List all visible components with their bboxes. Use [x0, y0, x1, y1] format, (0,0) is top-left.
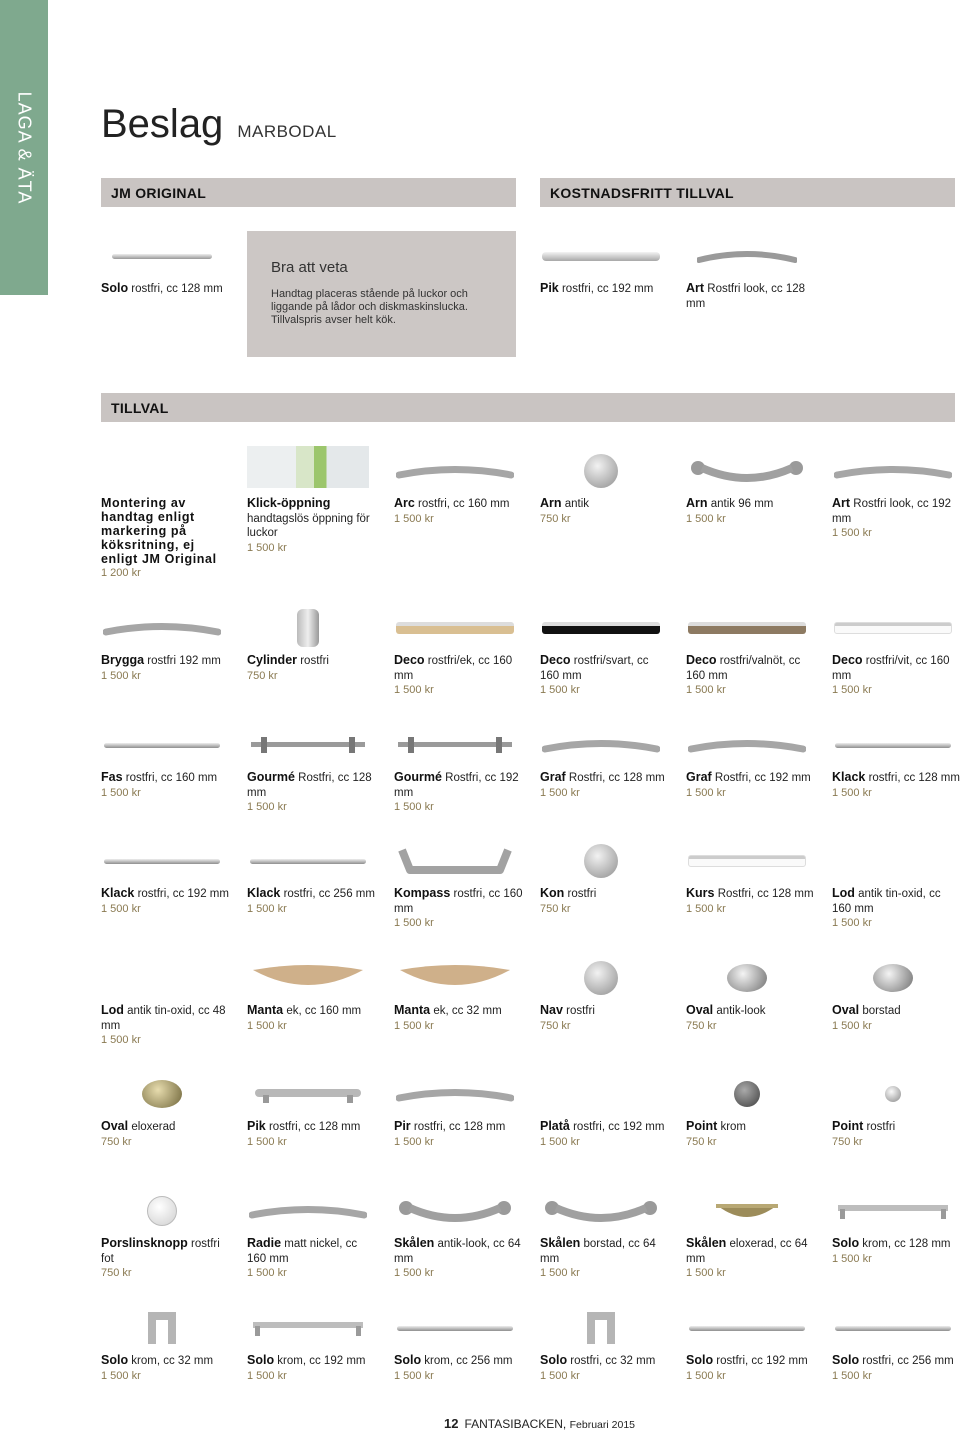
product-item [101, 1119, 231, 1149]
page-number: 12 [444, 1416, 459, 1430]
knob-icon [540, 454, 662, 488]
arch-handle-icon [247, 1194, 369, 1228]
product-name: Platå rostfri, cc 192 mm [540, 1119, 665, 1133]
product-price: 1 500 kr [394, 1267, 434, 1279]
product-item [686, 770, 816, 800]
product-item [686, 496, 816, 526]
oval-brass-icon [101, 1077, 223, 1111]
product-item [247, 770, 377, 814]
product-item [540, 1236, 670, 1280]
arch-handle-icon [686, 728, 808, 762]
product-price: 1 500 kr [832, 1019, 872, 1032]
info-box [247, 231, 516, 357]
product-name: Art Rostfri look, cc 192 mm [832, 496, 952, 525]
bar-black-icon [540, 611, 662, 645]
product-name: Oval antik-look [686, 1003, 766, 1017]
product-name: Nav rostfri [540, 1003, 595, 1017]
product-price: 750 kr [101, 1135, 132, 1148]
product-item [686, 1236, 816, 1280]
page-title [101, 102, 337, 147]
product-item [394, 653, 524, 697]
product-price: 1 500 kr [540, 1135, 580, 1148]
product-name: Kurs Rostfri, cc 128 mm [686, 886, 814, 900]
product-item [394, 886, 524, 930]
product-item [101, 281, 231, 297]
product-price: 1 500 kr [247, 541, 287, 554]
handle-icon [540, 239, 662, 273]
product-name: Arn antik 96 mm [686, 496, 774, 510]
product-name: Lod antik tin-oxid, cc 48 mm [101, 1003, 226, 1032]
product-item [101, 1236, 231, 1280]
product-price: 1 500 kr [247, 1267, 287, 1279]
product-item [101, 496, 231, 580]
arch-handle-icon [101, 611, 223, 645]
cup-handle-icon [394, 1194, 516, 1228]
product-price: 1 500 kr [101, 1034, 141, 1046]
product-name: Art Rostfri look, cc 128 mm [686, 281, 806, 310]
product-price: 750 kr [540, 902, 571, 915]
oval-knob-icon [832, 961, 954, 995]
product-name: Arn antik [540, 496, 590, 510]
bar-icon [101, 844, 223, 878]
cup-handle-icon [540, 1194, 662, 1228]
product-item [832, 1353, 960, 1383]
product-item [101, 1353, 231, 1383]
product-name: Graf Rostfri, cc 192 mm [686, 770, 811, 784]
product-price: 750 kr [540, 512, 571, 525]
product-price: 1 500 kr [394, 917, 434, 929]
product-item [686, 886, 816, 916]
product-price: 1 500 kr [540, 786, 580, 799]
arch-handle-icon [832, 454, 954, 488]
product-item [394, 770, 524, 814]
product-item [540, 653, 670, 697]
product-item [832, 1119, 960, 1149]
solo-small-icon [540, 1311, 662, 1345]
solo-icon [247, 1311, 369, 1345]
product-name: Klack rostfri, cc 192 mm [101, 886, 229, 900]
product-item [832, 1003, 960, 1033]
product-price: 750 kr [686, 1135, 717, 1148]
product-price: 1 500 kr [394, 1369, 434, 1382]
product-item [540, 1003, 670, 1033]
product-price: 1 500 kr [394, 512, 434, 525]
product-price: 1 500 kr [832, 684, 872, 696]
product-item [540, 281, 670, 297]
product-name: Gourmé Rostfri, cc 192 mm [394, 770, 519, 799]
product-price: 1 200 kr [101, 567, 141, 579]
bar-icon [247, 844, 369, 878]
bar-icon [394, 1311, 516, 1345]
product-name: Solo krom, cc 128 mm [832, 1236, 951, 1250]
side-tab-label: LAGA & ÄTA [14, 91, 35, 205]
pik-icon [247, 1077, 369, 1111]
product-name: Arc rostfri, cc 160 mm [394, 496, 510, 510]
product-price: 750 kr [686, 1019, 717, 1032]
product-price: 1 500 kr [540, 684, 580, 696]
product-name: Klack rostfri, cc 256 mm [247, 886, 375, 900]
page-footer [444, 1416, 635, 1430]
product-item [247, 1353, 377, 1383]
product-item [832, 653, 960, 697]
product-item [394, 496, 524, 526]
product-price: 1 500 kr [686, 1369, 726, 1382]
bar-walnut-icon [686, 611, 808, 645]
bar-white-icon [832, 611, 954, 645]
product-item [686, 281, 816, 311]
product-name: Gourmé Rostfri, cc 128 mm [247, 770, 372, 799]
product-name: Manta ek, cc 32 mm [394, 1003, 502, 1017]
product-name: Solo rostfri, cc 192 mm [686, 1353, 808, 1367]
knob-icon [540, 844, 662, 878]
product-name: Deco rostfri/svart, cc 160 mm [540, 653, 649, 682]
product-item [101, 653, 231, 683]
info-box-heading: Bra att veta [271, 259, 348, 276]
product-name: Brygga rostfri 192 mm [101, 653, 221, 667]
page-title-main: Beslag [101, 102, 224, 146]
porcelain-icon [101, 1194, 223, 1228]
u-handle-icon [394, 844, 516, 878]
footer-date: Februari 2015 [569, 1419, 635, 1430]
product-name: Montering av handtag enligt markering på köksritning, ej enligt JM Original [101, 496, 217, 566]
product-price: 1 500 kr [394, 801, 434, 813]
product-item [247, 886, 377, 916]
kitchen-photo-icon [247, 454, 369, 488]
product-price: 1 500 kr [101, 669, 141, 682]
product-name: Oval eloxerad [101, 1119, 176, 1133]
point-icon [832, 1077, 954, 1111]
product-name: Porslinsknopp rostfri fot [101, 1236, 220, 1265]
product-item [247, 1236, 377, 1280]
product-price: 1 500 kr [686, 684, 726, 696]
product-price: 1 500 kr [540, 1369, 580, 1382]
cup-handle-icon [686, 454, 808, 488]
product-name: Pik rostfri, cc 192 mm [540, 281, 654, 295]
product-item [394, 1353, 524, 1383]
product-price: 1 500 kr [247, 1019, 287, 1032]
product-name: Solo krom, cc 192 mm [247, 1353, 366, 1367]
cup-brass-icon [686, 1194, 808, 1228]
product-name: Pik rostfri, cc 128 mm [247, 1119, 361, 1133]
bar-icon [101, 728, 223, 762]
product-item [101, 1003, 231, 1047]
oak-shell-icon [247, 961, 369, 995]
oval-knob-icon [686, 961, 808, 995]
product-price: 1 500 kr [686, 512, 726, 525]
product-name: Solo rostfri, cc 32 mm [540, 1353, 656, 1367]
section-header-kostnadsfritt: KOSTNADSFRITT TILLVAL [540, 178, 955, 207]
product-price: 1 500 kr [394, 684, 434, 696]
bar-icon [832, 1311, 954, 1345]
product-name: Point krom [686, 1119, 747, 1133]
product-price: 1 500 kr [686, 902, 726, 915]
product-name: Lod antik tin-oxid, cc 160 mm [832, 886, 941, 915]
product-name: Klack rostfri, cc 128 mm [832, 770, 960, 784]
product-item [686, 1353, 816, 1383]
product-item [247, 1119, 377, 1149]
product-name: Graf Rostfri, cc 128 mm [540, 770, 665, 784]
product-price: 750 kr [247, 669, 278, 682]
product-name: Deco rostfri/vit, cc 160 mm [832, 653, 950, 682]
info-box-body: Handtag placeras stående på luckor och liggande på lådor och diskmaskinslucka. Tillvalspris avser helt kök. [271, 288, 468, 326]
bar-white-icon [686, 844, 808, 878]
product-name: Skålen antik-look, cc 64 mm [394, 1236, 521, 1265]
product-item [101, 886, 231, 916]
product-price: 1 500 kr [101, 1369, 141, 1382]
product-name: Skålen eloxerad, cc 64 mm [686, 1236, 808, 1265]
product-price: 1 500 kr [832, 527, 872, 539]
product-price: 1 500 kr [247, 801, 287, 813]
product-item [247, 653, 377, 683]
section-header-jm-original: JM ORIGINAL [101, 178, 516, 207]
product-item [394, 1119, 524, 1149]
handle-icon [101, 239, 223, 273]
product-item [101, 770, 231, 800]
product-item [540, 1353, 670, 1383]
product-price: 1 500 kr [832, 786, 872, 799]
section-side-tab [0, 0, 48, 295]
oak-shell-icon [394, 961, 516, 995]
product-name: Fas rostfri, cc 160 mm [101, 770, 218, 784]
product-item [540, 886, 670, 916]
product-name: Deco rostfri/valnöt, cc 160 mm [686, 653, 801, 682]
product-price: 1 500 kr [832, 917, 872, 929]
arch-handle-icon [540, 728, 662, 762]
rail-icon [394, 728, 516, 762]
product-item [247, 1003, 377, 1033]
cylinder-icon [247, 611, 369, 645]
bar-icon [686, 1311, 808, 1345]
bar-icon [832, 728, 954, 762]
product-name: Solo rostfri, cc 256 mm [832, 1353, 954, 1367]
product-name: Point rostfri [832, 1119, 896, 1133]
product-name: Cylinder rostfri [247, 653, 329, 667]
product-item [832, 1236, 960, 1266]
product-price: 750 kr [832, 1135, 863, 1148]
product-price: 1 500 kr [247, 902, 287, 915]
product-name: Radie matt nickel, cc 160 mm [247, 1236, 358, 1265]
page-title-brand: MARBODAL [237, 122, 337, 141]
solo-small-icon [101, 1311, 223, 1345]
knob-icon [540, 961, 662, 995]
arch-handle-icon [394, 454, 516, 488]
product-price: 1 500 kr [101, 902, 141, 915]
product-item [540, 496, 670, 526]
product-item [832, 886, 960, 930]
product-name: Klick-öppning handtagslös öppning för luckor [247, 496, 370, 539]
footer-brand: FANTASIBACKEN, [464, 1417, 567, 1430]
product-name: Oval borstad [832, 1003, 901, 1017]
product-price: 1 500 kr [394, 1135, 434, 1148]
product-item [540, 1119, 670, 1149]
product-name: Deco rostfri/ek, cc 160 mm [394, 653, 513, 682]
product-price: 1 500 kr [101, 786, 141, 799]
product-price: 1 500 kr [394, 1019, 434, 1032]
arch-handle-icon [686, 239, 808, 273]
product-item [394, 1236, 524, 1280]
product-name: Pir rostfri, cc 128 mm [394, 1119, 506, 1133]
product-price: 1 500 kr [832, 1369, 872, 1382]
solo-icon [832, 1194, 954, 1228]
product-name: Solo krom, cc 256 mm [394, 1353, 513, 1367]
product-name: Solo rostfri, cc 128 mm [101, 281, 223, 295]
rail-icon [247, 728, 369, 762]
section-header-tillval: TILLVAL [101, 393, 955, 422]
product-price: 1 500 kr [247, 1135, 287, 1148]
product-item [686, 1003, 816, 1033]
product-item [686, 1119, 816, 1149]
product-price: 750 kr [540, 1019, 571, 1032]
bar-oak-icon [394, 611, 516, 645]
product-name: Kompass rostfri, cc 160 mm [394, 886, 523, 915]
arch-handle-icon [394, 1077, 516, 1111]
product-name: Kon rostfri [540, 886, 597, 900]
product-price: 750 kr [101, 1267, 132, 1279]
product-item [540, 770, 670, 800]
product-item [247, 496, 377, 555]
product-name: Solo krom, cc 32 mm [101, 1353, 214, 1367]
product-price: 1 500 kr [832, 1252, 872, 1265]
product-price: 1 500 kr [540, 1267, 580, 1279]
product-item [832, 770, 960, 800]
product-item [686, 653, 816, 697]
product-item [832, 496, 960, 540]
product-price: 1 500 kr [247, 1369, 287, 1382]
product-price: 1 500 kr [686, 1267, 726, 1279]
product-price: 1 500 kr [686, 786, 726, 799]
product-name: Skålen borstad, cc 64 mm [540, 1236, 656, 1265]
point-dark-icon [686, 1077, 808, 1111]
product-item [394, 1003, 524, 1033]
product-name: Manta ek, cc 160 mm [247, 1003, 362, 1017]
